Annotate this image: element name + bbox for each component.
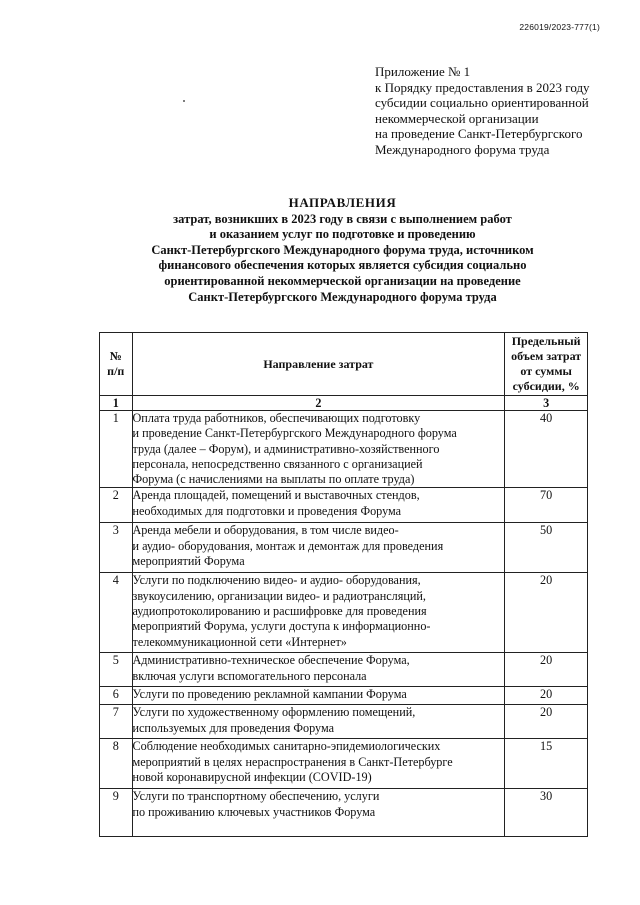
header-num [100,333,133,396]
header-direction-label: Направление затрат [263,356,374,371]
row-number: 3 [100,523,133,573]
title-line: Санкт-Петербургского Международного форума труда [188,289,497,304]
row-limit-value: 50 [505,523,588,573]
row-direction [132,573,505,653]
table-row [100,789,588,837]
header-direction [132,333,505,396]
row-number: 6 [100,687,133,705]
header-num-line: № [109,349,122,363]
row-text-line: Аренда площадей, помещений и выставочных стендов, [132,488,420,503]
row-limit-value: 40 [505,411,588,488]
row-number: 7 [100,705,133,739]
row-text-line: Услуги по транспортному обеспечению, услуги [132,789,380,804]
row-number: 4 [100,573,133,653]
appendix-line: к Порядку предоставления в 2023 году [375,79,590,95]
row-text-line: Форума (с начислениями на выплаты по оплате труда) [132,472,415,487]
row-text-line: мероприятий в целях нераспространения в Санкт-Петербурге [132,754,453,769]
column-index: 2 [132,396,505,411]
row-text-line: используемых для проведения Форума [132,720,334,735]
title-line: затрат, возникших в 2023 году в связи с выполнением работ [173,211,512,226]
row-text-line: мероприятий Форума [132,554,245,569]
document-number: 226019/2023-777(1) [519,22,600,32]
header-limit-line: субсидии, % [512,379,580,393]
row-text-line: и проведение Санкт-Петербургского Международного форума [132,426,457,441]
row-limit-value: 20 [505,573,588,653]
table-row [100,573,588,653]
row-text-line: персонала, непосредственно связанного с организацией [132,456,423,471]
row-limit-value: 20 [505,687,588,705]
row-text-line: звукоусилению, организации видео- и радиотрансляций, [132,588,426,603]
row-text-line: Услуги по проведению рекламной кампании Форума [132,687,407,702]
table-row [100,687,588,705]
row-text-line: труда (далее – Форум), и административно-хозяйственного [132,441,440,456]
table-row [100,488,588,523]
title-line: Санкт-Петербургского Международного форума труда, источником [151,242,534,257]
row-text-line: по проживанию ключевых участников Форума [132,804,376,819]
row-text-line: Услуги по подключению видео- и аудио- оборудования, [132,573,421,588]
row-text-line: Аренда мебели и оборудования, в том числе видео- [132,523,399,538]
row-text-line: телекоммуникационной сети «Интернет» [132,634,347,649]
row-limit-value: 15 [505,739,588,789]
header-limit-line: объем затрат [511,349,582,363]
appendix-line: на проведение Санкт-Петербургского [375,126,583,142]
row-limit-value: 20 [505,705,588,739]
appendix-line: некоммерческой организации [375,110,539,126]
table-row [100,739,588,789]
header-limit [505,333,588,396]
row-number: 1 [100,411,133,488]
row-direction [132,411,505,488]
header-limit-line: от суммы [520,364,572,378]
row-text-line: Оплата труда работников, обеспечивающих подготовку [132,411,421,425]
scan-speck [183,100,185,102]
row-text-line: Услуги по художественному оформлению помещений, [132,705,416,720]
row-limit-value: 20 [505,653,588,687]
row-number: 8 [100,739,133,789]
row-number: 2 [100,488,133,523]
row-limit-value: 70 [505,488,588,523]
row-number: 9 [100,789,133,837]
appendix-line: субсидии социально ориентированной [375,95,589,111]
appendix-line: Международного форума труда [375,141,550,157]
row-text-line: аудиопротоколированию и расшифровке для проведения [132,604,427,619]
table-header-row [100,333,588,396]
row-text-line: новой коронавирусной инфекции (COVID-19) [132,770,372,785]
row-direction [132,523,505,573]
title-line: финансового обеспечения которых является субсидия социально [158,258,527,273]
row-direction [132,488,505,523]
row-number: 5 [100,653,133,687]
page-title: НАПРАВЛЕНИЯ [288,195,397,210]
table-row [100,523,588,573]
title-line: и оказанием услуг по подготовке и проведению [209,227,476,242]
column-index: 3 [505,396,588,411]
row-direction [132,705,505,739]
row-direction [132,653,505,687]
row-direction [132,789,505,837]
row-text-line: мероприятий Форума, услуги доступа к информационно- [132,619,431,634]
header-limit-line: Предельный [511,334,581,348]
table-row [100,705,588,739]
appendix-block [375,64,615,158]
table-row [100,411,588,488]
row-direction [132,687,505,705]
cost-directions-table [99,332,588,837]
appendix-line: Приложение № 1 [375,64,471,79]
document-title [90,195,595,305]
header-num-line: п/п [107,364,125,378]
table-row [100,653,588,687]
column-index: 1 [100,396,133,411]
row-text-line: включая услуги вспомогательного персонала [132,668,367,683]
row-text-line: необходимых для подготовки и проведения Форума [132,503,402,518]
column-index-row [100,396,588,411]
title-line: ориентированной некоммерческой организации на проведение [164,273,521,288]
row-text-line: Административно-техническое обеспечение Форума, [132,653,410,668]
row-direction [132,739,505,789]
row-text-line: и аудио- оборудования, монтаж и демонтаж для проведения [132,538,444,553]
row-text-line: Соблюдение необходимых санитарно-эпидемиологических [132,739,441,754]
row-limit-value: 30 [505,789,588,837]
